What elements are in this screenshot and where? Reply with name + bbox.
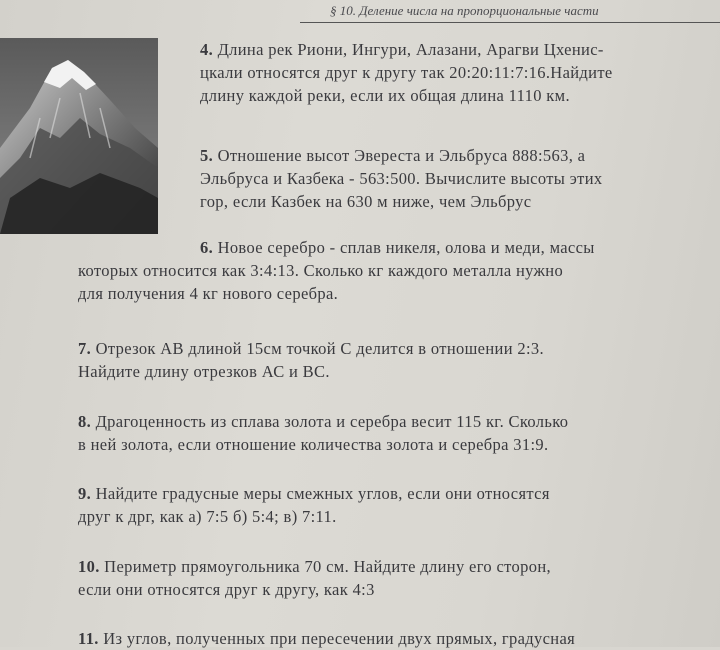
problem-text: Найдите длину отрезков АС и ВС.	[78, 362, 330, 381]
problem-6	[78, 236, 595, 305]
problem-number: 10.	[78, 557, 100, 576]
problem-text: Отрезок АВ длиной 15см точкой С делится в отношении 2:3.	[95, 339, 544, 358]
problem-9	[78, 482, 550, 528]
problem-10	[78, 555, 551, 601]
problem-text: Периметр прямоугольника 70 см. Найдите длину его сторон,	[104, 557, 551, 576]
problem-text: для получения 4 кг нового серебра.	[78, 284, 339, 303]
problem-text: цкали относятся друг к другу так 20:20:11:7:16.Найдите	[200, 63, 613, 82]
problem-number: 9.	[78, 484, 92, 503]
problem-8	[78, 410, 568, 456]
problem-text: Найдите градусные меры смежных углов, если они относятся	[95, 484, 550, 503]
problem-text: если они относятся друг к другу, как 4:3	[78, 580, 375, 599]
problem-text: длину каждой реки, если их общая длина 1110 км.	[200, 86, 570, 105]
problem-7	[78, 337, 544, 383]
problem-number: 8.	[78, 412, 92, 431]
problem-number: 11.	[78, 629, 99, 648]
problem-text: Драгоценность из сплава золота и серебра весит 115 кг. Сколько	[95, 412, 569, 431]
problem-text: гор, если Казбек на 630 м ниже, чем Эльбрус	[200, 192, 532, 211]
mountain-photo	[0, 38, 158, 234]
problem-text: Новое серебро - сплав никеля, олова и меди, массы	[217, 238, 595, 257]
problem-text: которых относится как 3:4:13. Сколько кг каждого металла нужно	[78, 261, 564, 280]
problem-text: Отношение высот Эвереста и Эльбруса 888:563, а	[217, 146, 586, 165]
problem-number: 6.	[200, 238, 214, 257]
page-header: § 10. Деление числа на пропорциональные части	[300, 0, 720, 23]
problem-text: Длина рек Риони, Ингури, Алазани, Арагви Цхенис-	[217, 40, 604, 59]
problem-number: 4.	[200, 40, 214, 59]
problem-number: 5.	[200, 146, 214, 165]
problem-text: Эльбруса и Казбека - 563:500. Вычислите высоты этих	[200, 169, 603, 188]
problem-5	[200, 144, 602, 213]
problem-text: друг к дрг, как а) 7:5 б) 5:4; в) 7:11.	[78, 507, 337, 526]
problem-4	[200, 38, 613, 107]
problem-number: 7.	[78, 339, 92, 358]
problem-text: в ней золота, если отношение количества золота и серебра 31:9.	[78, 435, 549, 454]
problem-text: Из углов, полученных при пересечении двух прямых, градусная	[103, 629, 576, 648]
